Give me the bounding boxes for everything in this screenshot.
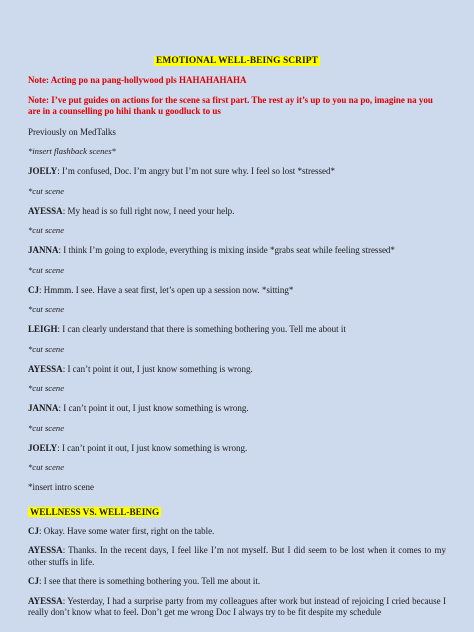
cut-scene-cue: *cut scene [28, 462, 65, 472]
dialogue-line [28, 166, 446, 178]
dialogue-text: : My head is so full right now, I need your help. [62, 205, 235, 216]
section-heading: WELLNESS VS. WELL-BEING [30, 506, 160, 517]
speaker-name: JANNA [28, 403, 59, 413]
dialogue-line [28, 364, 446, 376]
dialogue-text: : Thanks. In the recent days, I feel like I’m not myself. But I did seem to be lost when it comes to my other stuffs in life. [28, 545, 446, 567]
speaker-name: AYESSA [28, 595, 63, 606]
cut-scene-cue: *cut scene [28, 383, 65, 393]
speaker-name: JOELY [28, 166, 58, 176]
speaker-name: AYESSA [28, 205, 63, 216]
speaker-name: LEIGH [28, 324, 58, 334]
dialogue-text: : I think I’m going to explode, everything is mixing inside *grabs seat while feeling stressed* [58, 245, 395, 255]
speaker-name: CJ [28, 284, 39, 295]
dialogue-text: : Hmmm. I see. Have a seat first, let’s open up a session now. *sitting* [39, 284, 294, 295]
title-block [28, 50, 446, 68]
dialogue-line [28, 206, 446, 218]
cut-scene-cue: *cut scene [28, 304, 65, 314]
dialogue-text: : Okay. Have some water first, right on the table. [39, 525, 215, 536]
cut-scene-cue: *cut scene [28, 264, 65, 275]
dialogue-line [28, 545, 446, 568]
previously-line: Previously on MedTalks [28, 126, 116, 137]
speaker-name: JOELY [28, 442, 58, 453]
speaker-name: CJ [28, 576, 39, 586]
dialogue-line [28, 443, 446, 455]
speaker-name: JANNA [28, 245, 59, 255]
note-hollywood: Note: Acting po na pang-hollywood pls HAHAHAHAHA [28, 75, 247, 85]
cut-scene-cue: *cut scene [28, 422, 65, 433]
cut-scene-cue: *cut scene [28, 343, 65, 354]
dialogue-text: : I can’t point it out, I just know something is wrong. [58, 403, 249, 413]
speaker-name: CJ [28, 525, 39, 536]
dialogue-text: : I’m confused, Doc. I’m angry but I’m not sure why. I feel so lost *stressed* [57, 166, 336, 176]
dialogue-line [28, 285, 446, 297]
dialogue-text: : I can’t point it out, I just know something is wrong. [62, 363, 253, 374]
speaker-name: AYESSA [28, 545, 63, 555]
document-title: EMOTIONAL WELL-BEING SCRIPT [156, 56, 318, 66]
cut-scene-cue: *cut scene [28, 225, 65, 235]
speaker-name: AYESSA [28, 363, 63, 374]
dialogue-line [28, 245, 446, 257]
cut-scene-cue: *cut scene [28, 185, 65, 196]
dialogue-line [28, 526, 446, 538]
dialogue-line [28, 403, 446, 415]
dialogue-line [28, 596, 446, 619]
dialogue-text: : Yesterday, I had a surprise party from my colleagues after work but instead of rejoicing I cried because I really don’t know what to feel. Don’t get me wrong Doc I always try to be fit despite my schedule [28, 595, 446, 617]
flashback-cue: *insert flashback scenes* [28, 146, 116, 156]
section-heading-wrap [28, 502, 446, 526]
dialogue-text: : I can’t point it out, I just know something is wrong. [57, 442, 248, 453]
note-guides: Note: I’ve put guides on actions for the scene sa first part. The rest ay it’s up to you na po, imagine na you are in a counselling po hihi thank u goodluck to us [28, 94, 433, 116]
dialogue-text: : I can clearly understand that there is something bothering you. Tell me about it [57, 324, 346, 334]
dialogue-text: : I see that there is something bothering you. Tell me about it. [39, 576, 261, 586]
dialogue-line [28, 324, 446, 336]
dialogue-line [28, 576, 446, 588]
intro-cue: *insert intro scene [28, 482, 94, 492]
